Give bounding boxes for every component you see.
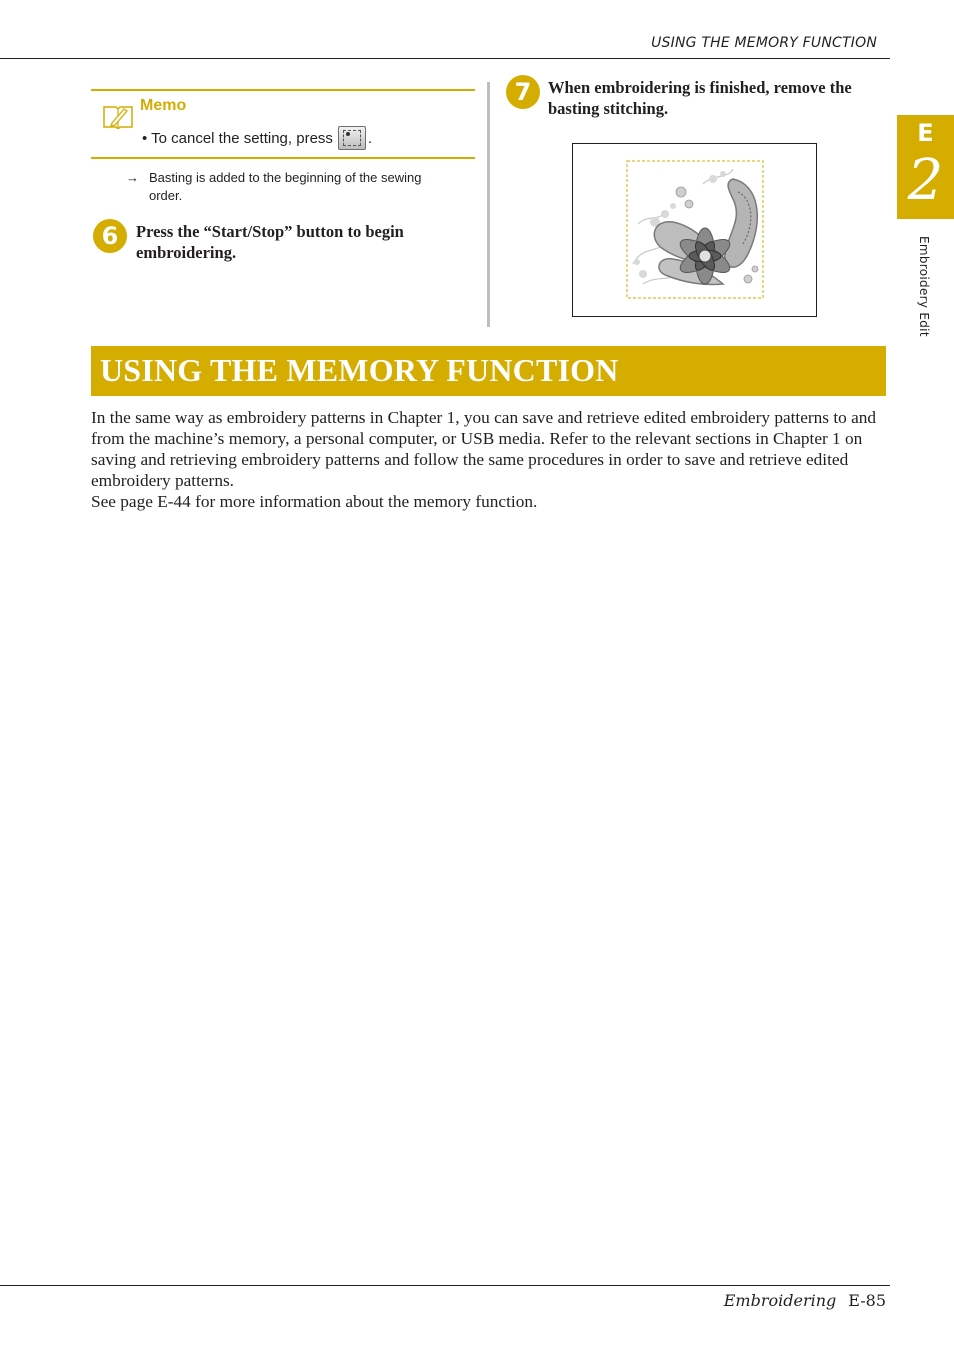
footer-chapter: Embroidering <box>723 1291 837 1310</box>
result-text: Basting is added to the beginning of the sewing order. <box>149 170 422 203</box>
basting-button-icon <box>338 126 366 150</box>
memo-bottom-rule <box>91 157 475 159</box>
memo-bullet-end: . <box>367 129 373 147</box>
memo-title: Memo <box>140 97 187 114</box>
top-rule <box>0 58 890 59</box>
memo-top-rule <box>91 89 475 91</box>
page-footer <box>724 1291 886 1310</box>
step-7-text: When embroidering is finished, remove the basting stitching. <box>548 78 852 118</box>
result-note <box>126 169 456 205</box>
side-tab-number: 2 <box>907 148 944 213</box>
chapter-side-tab <box>897 115 954 219</box>
column-divider <box>487 82 490 327</box>
embroidery-pattern-image <box>573 144 816 316</box>
side-tab-letter: E <box>917 119 934 147</box>
memo-bullet <box>142 126 372 150</box>
body-text <box>91 407 881 512</box>
embroidery-illustration <box>572 143 817 317</box>
section-title: USING THE MEMORY FUNCTION <box>100 352 619 388</box>
memo-book-icon <box>102 101 134 129</box>
body-paragraph: In the same way as embroidery patterns in Chapter 1, you can save and retrieve edited embroidery patterns to and from the machine’s memory, a personal computer, or USB media. Refer to the relevant sections in Chapter 1 on saving and retrieving embroidery patterns and follow the same procedures in order to save and retrieve edited embroidery patterns. <box>91 408 877 490</box>
bottom-rule <box>0 1285 890 1286</box>
body-see-also: See page E-44 for more information about the memory function. <box>91 492 538 511</box>
result-arrow: → <box>126 170 139 185</box>
footer-page-number: E-85 <box>848 1291 886 1310</box>
memo-bullet-text: • To cancel the setting, press <box>142 129 333 147</box>
step-6-number: 6 <box>93 219 127 253</box>
step-6-text: Press the “Start/Stop” button to begin embroidering. <box>136 222 404 262</box>
running-head: USING THE MEMORY FUNCTION <box>651 35 877 51</box>
side-tab-label: Embroidery Edit <box>917 236 931 337</box>
step-7-number: 7 <box>506 75 540 109</box>
